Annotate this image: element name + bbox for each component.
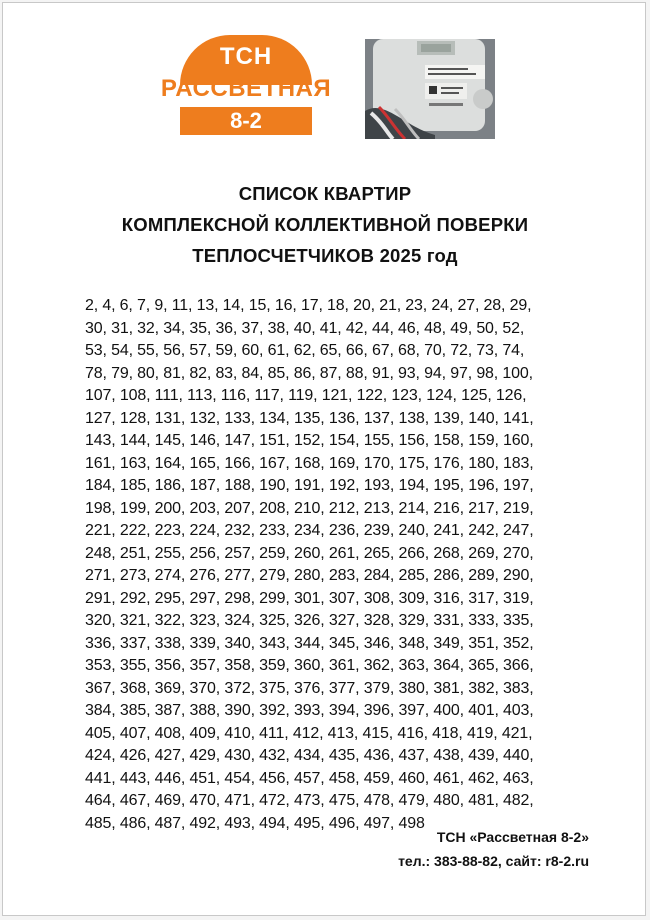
apartment-list-line: 2, 4, 6, 7, 9, 11, 13, 14, 15, 16, 17, 18, 20, 21, 23, 24, 27, 28, 29, xyxy=(85,297,532,314)
apartment-list-line: 221, 222, 223, 224, 232, 233, 234, 236, 239, 240, 241, 242, 247, xyxy=(85,522,534,539)
title-line-2: КОМПЛЕКСНОЙ КОЛЛЕКТИВНОЙ ПОВЕРКИ xyxy=(121,214,529,235)
apartment-list-line: 127, 128, 131, 132, 133, 134, 135, 136, 137, 138, 139, 140, 141, xyxy=(85,409,534,427)
heat-meter-photo xyxy=(365,39,495,139)
apartment-list-line: 336, 337, 338, 339, 340, 343, 344, 345, 346, 348, 349, 351, 352, xyxy=(85,634,534,652)
apartment-list-line: 485, 486, 487, 492, 493, 494, 495, 496, 497, 498 xyxy=(85,814,425,832)
title-line-3: ТЕПЛОСЧЕТЧИКОВ 2025 год xyxy=(192,245,458,266)
apartment-list-line: 271, 273, 274, 276, 277, 279, 280, 283, 284, 285, 286, 289, 290, xyxy=(85,567,534,584)
heat-meter-illustration xyxy=(365,39,495,139)
apartment-list-line: 198, 199, 200, 203, 207, 208, 210, 212, 213, 214, 216, 217, 219, xyxy=(85,499,534,517)
footer xyxy=(398,825,589,873)
footer-org: ТСН «Рассветная 8-2» xyxy=(436,829,589,845)
apartment-list-line: 107, 108, 111, 113, 116, 117, 119, 121, 122, 123, 124, 125, 126, xyxy=(85,387,527,404)
apartment-list-line: 464, 467, 469, 470, 471, 472, 473, 475, 478, 479, 480, 481, 482, xyxy=(85,792,534,809)
apartment-list-line: 161, 163, 164, 165, 166, 167, 168, 169, 170, 175, 176, 180, 183, xyxy=(85,454,534,472)
apartment-list-line: 320, 321, 322, 323, 324, 325, 326, 327, 328, 329, 331, 333, 335, xyxy=(85,612,534,629)
page-title xyxy=(3,178,647,271)
logo-number: 8-2 xyxy=(230,108,262,133)
apartment-list-line: 78, 79, 80, 81, 82, 83, 84, 85, 86, 87, 88, 91, 93, 94, 97, 98, 100, xyxy=(85,364,533,382)
logo-abbr: ТСН xyxy=(219,43,273,70)
apartment-list-line: 424, 426, 427, 429, 430, 432, 434, 435, 436, 437, 438, 439, 440, xyxy=(85,747,534,764)
title-line-1: СПИСОК КВАРТИР xyxy=(238,183,412,204)
apartment-list-line: 143, 144, 145, 146, 147, 151, 152, 154, 155, 156, 158, 159, 160, xyxy=(85,432,534,449)
apartment-list-line: 384, 385, 387, 388, 390, 392, 393, 394, 396, 397, 400, 401, 403, xyxy=(85,702,534,719)
apartment-list xyxy=(85,295,595,835)
apartment-list-line: 441, 443, 446, 451, 454, 456, 457, 458, 459, 460, 461, 462, 463, xyxy=(85,769,534,787)
apartment-list-line: 30, 31, 32, 34, 35, 36, 37, 38, 40, 41, 42, 44, 46, 48, 49, 50, 52, xyxy=(85,319,525,337)
tsn-logo xyxy=(150,35,342,135)
logo-name: РАССВЕТНАЯ xyxy=(160,75,332,102)
apartment-list-line: 353, 355, 356, 357, 358, 359, 360, 361, 362, 363, 364, 365, 366, xyxy=(85,657,534,674)
apartment-list-line: 405, 407, 408, 409, 410, 411, 412, 413, 415, 416, 418, 419, 421, xyxy=(85,724,533,742)
apartment-list-line: 53, 54, 55, 56, 57, 59, 60, 61, 62, 65, 66, 67, 68, 70, 72, 73, 74, xyxy=(85,342,525,359)
apartment-list-line: 367, 368, 369, 370, 372, 375, 376, 377, 379, 380, 381, 382, 383, xyxy=(85,679,534,697)
notice-page xyxy=(2,2,646,916)
apartment-list-line: 291, 292, 295, 297, 298, 299, 301, 307, 308, 309, 316, 317, 319, xyxy=(85,589,534,607)
apartment-list-line: 248, 251, 255, 256, 257, 259, 260, 261, 265, 266, 268, 269, 270, xyxy=(85,544,534,562)
footer-contacts: тел.: 383-88-82, сайт: r8-2.ru xyxy=(398,853,589,869)
apartment-list-line: 184, 185, 186, 187, 188, 190, 191, 192, 193, 194, 195, 196, 197, xyxy=(85,477,534,494)
